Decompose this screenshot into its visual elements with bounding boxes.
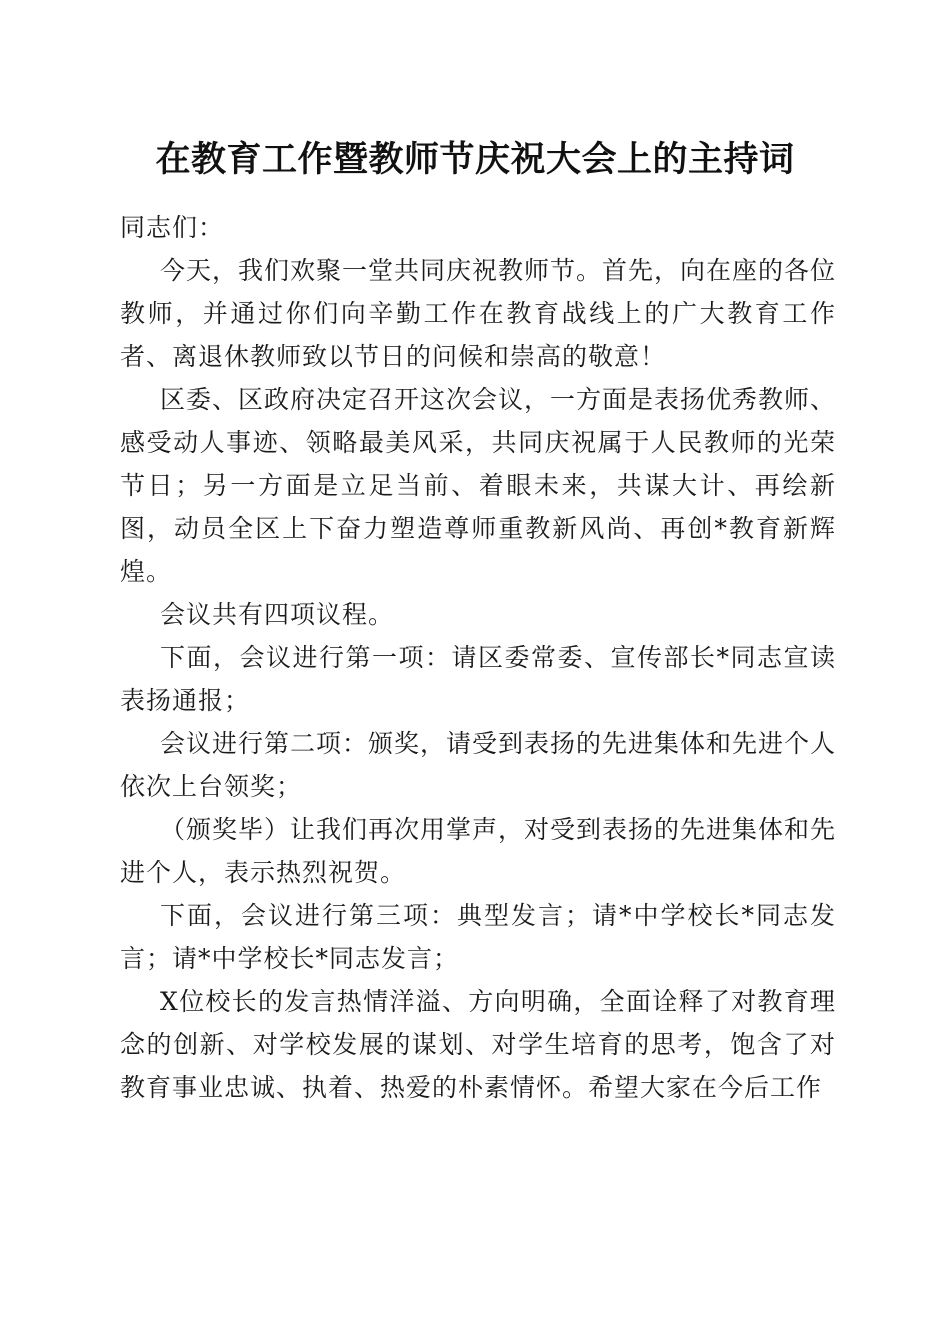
paragraph-item-three: 下面，会议进行第三项：典型发言；请*中学校长*同志发言；请*中学校长*同志发言； [120,901,836,973]
paragraph-item-one: 下面，会议进行第一项：请区委常委、宣传部长*同志宣读表扬通报； [120,643,836,715]
document-title: 在教育工作暨教师节庆祝大会上的主持词 [155,139,795,180]
document-body [120,206,836,1109]
salutation: 同志们： [120,213,225,242]
paragraph-agenda: 会议共有四项议程。 [160,600,395,629]
paragraph-congratulation: （颁奖毕）让我们再次用掌声，对受到表扬的先进集体和先进个人，表示热烈祝贺。 [120,815,837,887]
paragraph-remarks: X位校长的发言热情洋溢、方向明确，全面诠释了对教育理念的创新、对学校发展的谋划、对学生培育的思考，饱含了对教育事业忠诚、执着、热爱的朴素情怀。希望大家在今后工作 [120,987,836,1102]
paragraph-greeting: 今天，我们欢聚一堂共同庆祝教师节。首先，向在座的各位教师，并通过你们向辛勤工作在教育战线上的广大教育工作者、离退休教师致以节日的问候和崇高的敬意！ [120,256,837,371]
paragraph-purpose: 区委、区政府决定召开这次会议，一方面是表扬优秀教师、感受动人事迹、领略最美风采，共同庆祝属于人民教师的光荣节日；另一方面是立足当前、着眼未来，共谋大计、再绘新图，动员全区上下奋力塑造尊师重教新风尚、再创*教育新辉煌。 [120,385,837,586]
paragraph-item-two: 会议进行第二项：颁奖，请受到表扬的先进集体和先进个人依次上台领奖； [120,729,837,801]
